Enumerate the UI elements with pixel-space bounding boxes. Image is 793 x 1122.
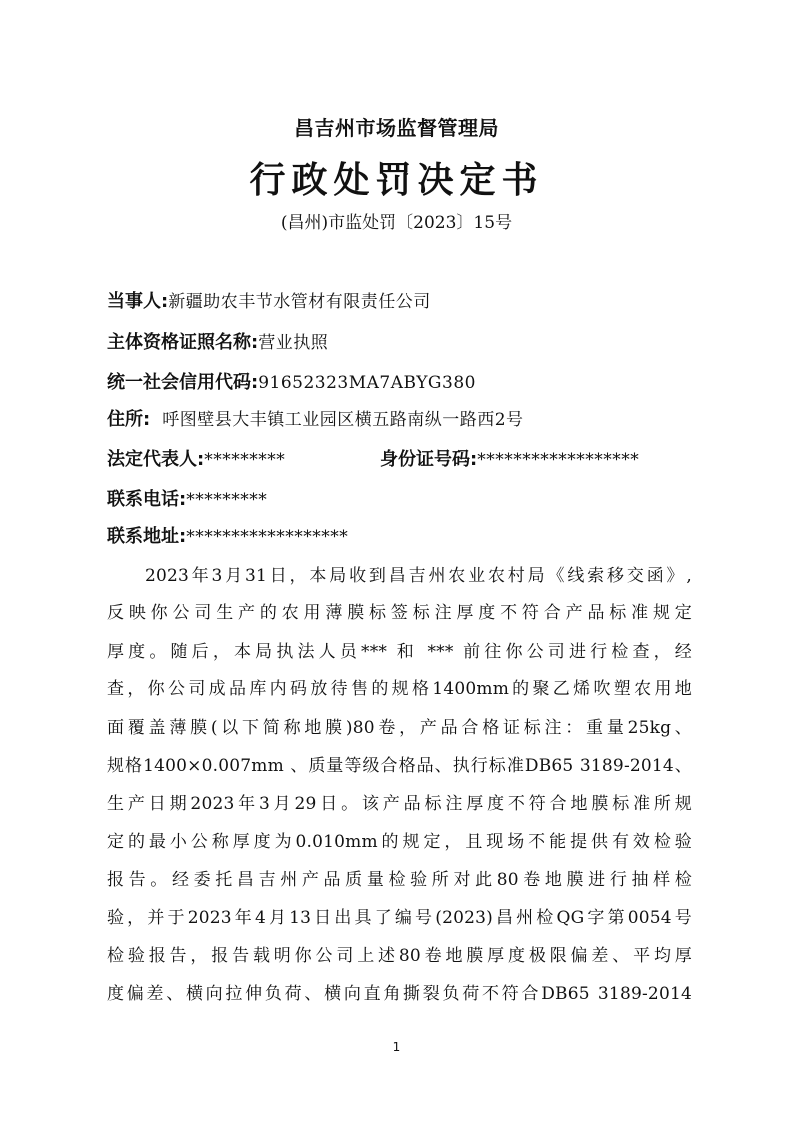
body-line: 规格1400×0.007mm 、质量等级合格品、执行标准DB65 3189-2014、: [107, 756, 692, 776]
body-line: 度偏差、横向拉伸负荷、横向直角撕裂负荷不符合DB65 3189-2014: [107, 984, 692, 1004]
body-line: 检验报告，报告载明你公司上述80卷地膜厚度极限偏差、平均厚: [107, 946, 692, 966]
body-line: 面覆盖薄膜(以下简称地膜)80卷，产品合格证标注：重量25kg、: [107, 718, 692, 738]
id-number-value: ******************: [477, 450, 640, 470]
body-line: 生产日期2023年3月29日。该产品标注厚度不符合地膜标准所规: [107, 794, 692, 814]
body-line: 反映你公司生产的农用薄膜标签标注厚度不符合产品标准规定: [107, 603, 692, 623]
address-field: [107, 405, 524, 431]
legal-rep-field: [107, 445, 285, 471]
page-number: 1: [392, 1040, 401, 1054]
credit-code-field: [107, 368, 476, 394]
contact-address-field: [107, 522, 348, 548]
legal-rep-value: *********: [204, 450, 286, 470]
party-label: 当事人:: [107, 291, 169, 312]
body-line: 2023年3月31日，本局收到昌吉州农业农村局《线索移交函》,: [145, 566, 692, 586]
body-line: 定的最小公称厚度为0.010mm的规定，且现场不能提供有效检验: [107, 832, 692, 852]
contact-address-label: 联系地址:: [107, 526, 187, 547]
phone-field: [107, 485, 267, 511]
license-label: 主体资格证照名称:: [107, 332, 259, 353]
id-number-field: [380, 445, 639, 471]
credit-code-label: 统一社会信用代码:: [107, 372, 259, 393]
body-line: 验，并于2023年4月13日出具了编号(2023)昌州检QG字第0054号: [107, 908, 692, 928]
document-title: 行政处罚决定书: [249, 159, 544, 201]
phone-value: *********: [186, 490, 268, 510]
legal-rep-label: 法定代表人:: [107, 449, 205, 470]
credit-code-value: 91652323MA7ABYG380: [258, 373, 476, 393]
party-field: [107, 287, 431, 313]
document-number: (昌州)市监处罚〔2023〕15号: [280, 213, 513, 233]
body-line: 报告。经委托昌吉州产品质量检验所对此80卷地膜进行抽样检: [107, 870, 692, 890]
phone-label: 联系电话:: [107, 489, 187, 510]
contact-address-value: ******************: [186, 527, 349, 547]
license-value: 营业执照: [258, 333, 329, 353]
id-number-label: 身份证号码:: [380, 449, 478, 470]
party-value: 新疆助农丰节水管材有限责任公司: [168, 292, 431, 312]
license-field: [107, 328, 328, 354]
body-line: 查，你公司成品库内码放待售的规格1400mm的聚乙烯吹塑农用地: [107, 679, 692, 699]
agency-name: 昌吉州市场监督管理局: [294, 116, 499, 140]
body-line: 厚度。随后，本局执法人员*** 和 *** 前往你公司进行检查，经: [107, 642, 692, 662]
address-label: 住所:: [107, 409, 151, 430]
address-value: 呼图壁县大丰镇工业园区横五路南纵一路西2号: [162, 410, 524, 430]
